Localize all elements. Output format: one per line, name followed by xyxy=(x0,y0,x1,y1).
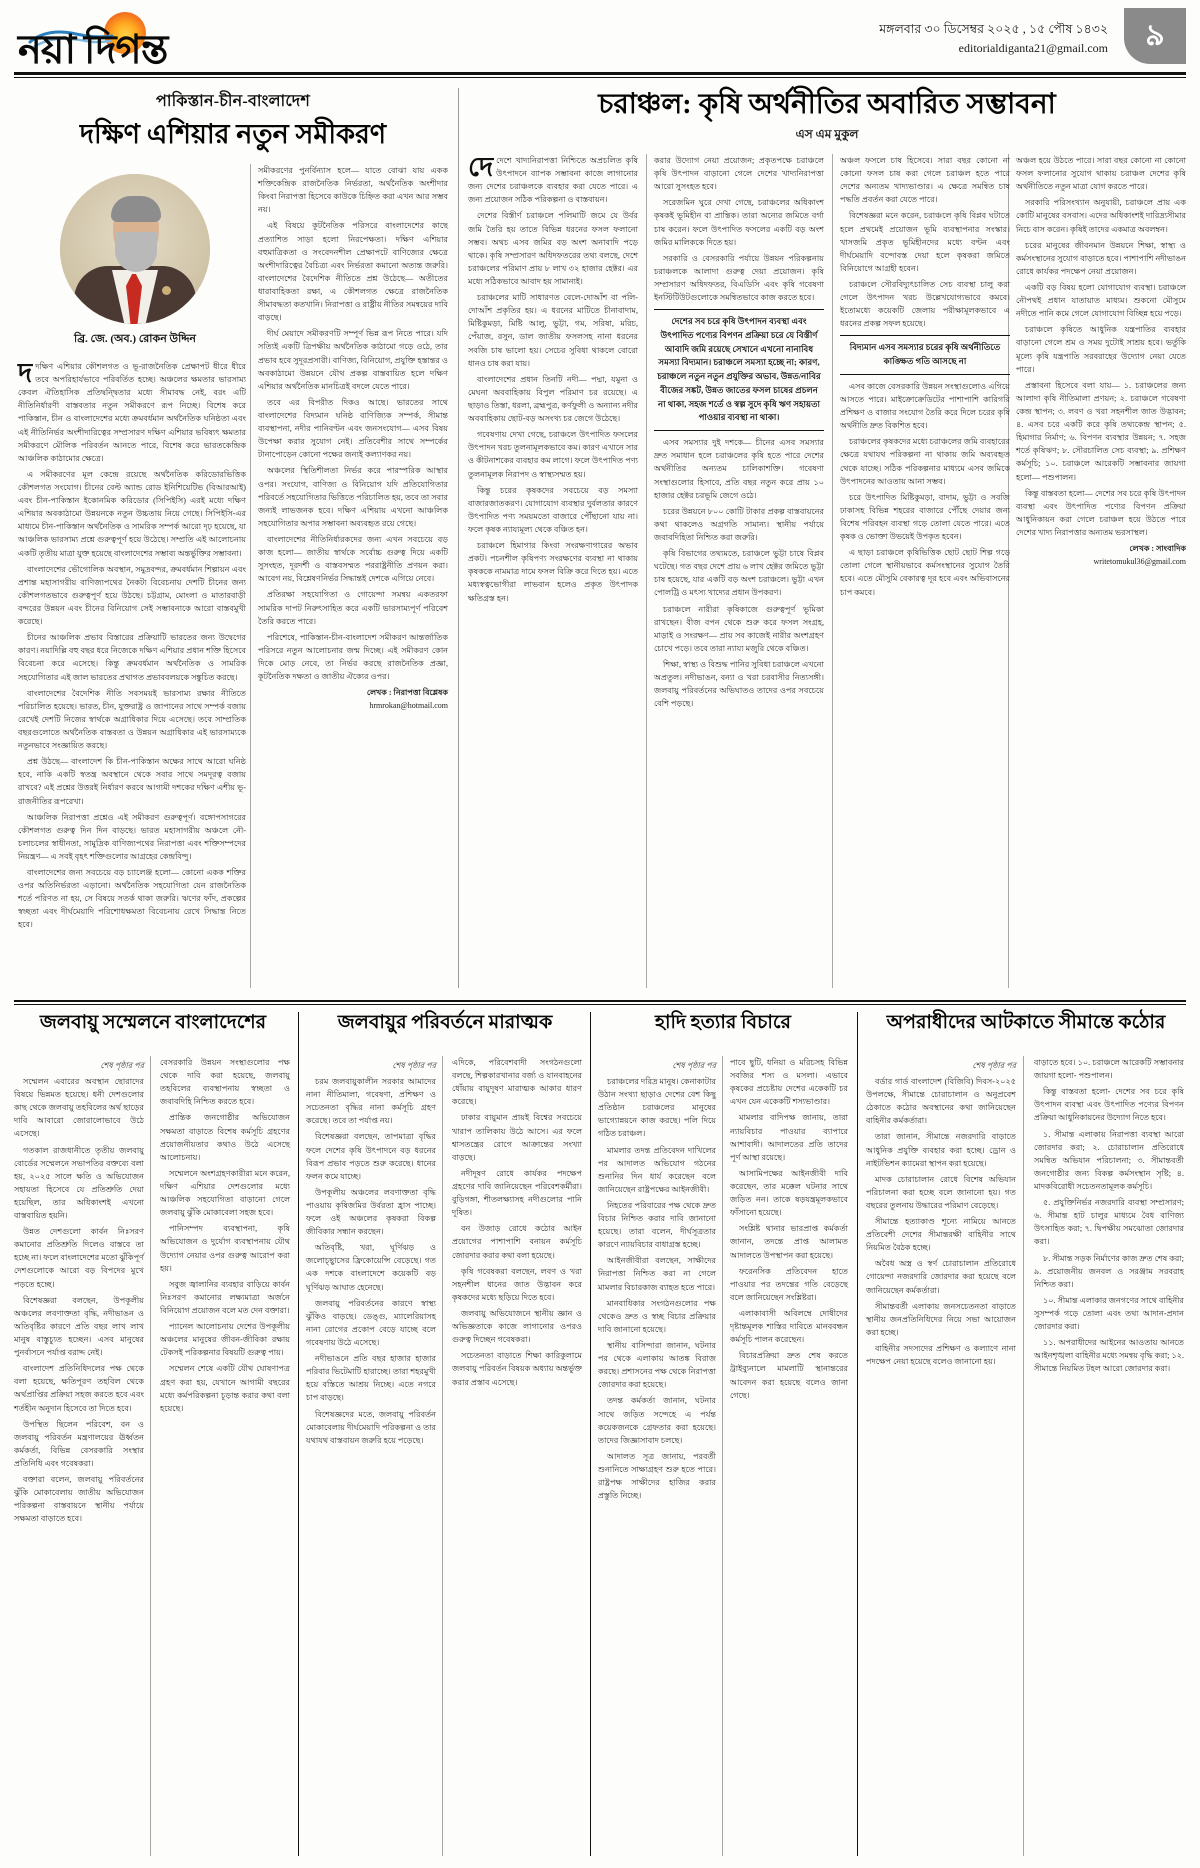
section-rule-thick xyxy=(14,1000,1186,1002)
bottom-section-3 xyxy=(598,1012,848,1856)
article-center-col3: অঞ্চল ফসলে চাষ হিসেবে। সারা বছর কোনো না কোনো ফসল চাষ করা গেলে চরাঞ্চল হতে পারে দেশের অন্যতম খাদ্যভাণ্ডার। এ ক্ষেত্রে সমন্বিত চাষ পদ্ধতি প্রবর্তন করা যেতে পারে। বিশেষজ্ঞরা মনে করেন, চরাঞ্চলে কৃষি বিপ্লব ঘটাতে হলে প্রথমেই প্রয়োজন ভূমি ব্যবস্থাপনার সংস্কার। খাসজমি প্রকৃত ভূমিহীনদের মধ্যে বণ্টন এবং দীর্ঘমেয়াদি বন্দোবস্ত দেয়া হলে কৃষকরা জমিতে বিনিয়োগে আগ্রহী হবেন। চরাঞ্চলে সৌরবিদ্যুৎচালিত সেচ ব্যবস্থা চালু করা গেলে উৎপাদন খরচ উল্লেখযোগ্যভাবে কমবে। ইতোমধ্যে কয়েকটি জেলায় পরীক্ষামূলকভাবে এ ধরনের প্রকল্প সফল হয়েছে। বিদ্যমান এসব সমস্যার চরের কৃষি অর্থনীতিতে কাঙ্ক্ষিত গতি আসছে না এসব কাজে বেসরকারি উন্নয়ন সংস্থাগুলোও এগিয়ে আসতে পারে। মাইক্রোক্রেডিটের পাশাপাশি কারিগরি প্রশিক্ষণ ও বাজার সংযোগ তৈরি করে দিলে চরের কৃষি অর্থনীতি দ্রুত বিকশিত হবে। চরাঞ্চলের কৃষকদের মধ্যে চরাঞ্চলের জমি ব্যবহারের ক্ষেত্রে যথাযথ পরিকল্পনা না থাকায় জমি অব্যবহৃত থেকে যাচ্ছে। সঠিক পরিকল্পনার মাধ্যমে এসব জমিকে উৎপাদনের আওতায় আনা সম্ভব। চরে উৎপাদিত মিষ্টিকুমড়া, বাদাম, ভুট্টা ও সবজি ঢাকাসহ বিভিন্ন শহরের বাজারে পৌঁছে দেয়ার জন্য বিশেষ পরিবহন ব্যবস্থা গড়ে তোলা যেতে পারে। এতে কৃষক ও ভোক্তা উভয়েই উপকৃত হবেন। এ ছাড়া চরাঞ্চলে কৃষিভিত্তিক ছোট ছোট শিল্প গড়ে তোলা গেলে স্থানীয়ভাবে কর্মসংস্থানের সুযোগ তৈরি হবে। এতে মৌসুমি বেকারত্ব দূর হবে এবং অভিবাসনের চাপ কমবে। xyxy=(840,156,1010,597)
section-rule-thin xyxy=(14,1004,1186,1005)
bottom-section-2-col1: শেষ পৃষ্ঠার পর চরম জলবায়ুকালীন সরকার আমাদের নানা নীতিমালা, গবেষণা, প্রশিক্ষণ ও সচেতনতা বৃদ্ধির নানা কর্মসূচি গ্রহণ করেছে। তবে তা পর্যাপ্ত নয়। বিশেষজ্ঞরা বলছেন, তাপমাত্রা বৃদ্ধির ফলে দেশের কৃষি উৎপাদনে বড় ধরনের বিরূপ প্রভাব পড়তে শুরু করেছে। ধানের ফলন কমে যাচ্ছে। উপকূলীয় অঞ্চলের লবণাক্ততা বৃদ্ধি পাওয়ায় কৃষিজমির উর্বরতা হ্রাস পাচ্ছে। ফলে ওই অঞ্চলের কৃষকরা বিকল্প জীবিকার সন্ধান করছেন। অতিবৃষ্টি, খরা, ঘূর্ণিঝড় ও জলোচ্ছ্বাসের ফ্রিকোয়েন্সি বেড়েছে। গত এক দশকে বাংলাদেশে কয়েকটি বড় ঘূর্ণিঝড় আঘাত হেনেছে। জলবায়ু পরিবর্তনের কারণে স্বাস্থ্য ঝুঁকিও বাড়ছে। ডেঙ্গু, ম্যালেরিয়াসহ নানা রোগের প্রকোপ বেড়ে যাচ্ছে বলে গবেষণায় উঠে এসেছে। নদীভাঙনে প্রতি বছর হাজার হাজার পরিবার ভিটেমাটি হারাচ্ছে। তারা শহরমুখী হয়ে বস্তিতে আশ্রয় নিচ্ছে। এতে নগরে চাপ বাড়ছে। বিশেষজ্ঞদের মতে, জলবায়ু পরিবর্তন মোকাবেলায় দীর্ঘমেয়াদি পরিকল্পনা ও তার যথাযথ বাস্তবায়ন জরুরি হয়ে পড়েছে। xyxy=(306,1061,436,1445)
column-divider xyxy=(832,154,833,988)
section-divider xyxy=(857,1012,858,1856)
article-left-kicker: পাকিস্তান-চীন-বাংলাদেশ xyxy=(155,93,311,110)
masthead-rule-thick xyxy=(14,72,1186,75)
article-left-headline[interactable]: দক্ষিণ এশিয়ার নতুন সমীকরণ xyxy=(79,119,387,149)
masthead xyxy=(0,0,1200,72)
column-divider xyxy=(250,164,251,988)
newspaper-logo[interactable] xyxy=(18,12,248,70)
bottom-section-3-col2: পাবে ছুটি, ধনিয়া ও মরিচসহ বিভিন্ন সবজির শস্য ও মসলা। এভাবে কৃষকের প্রচেষ্টায় দেশের একেকটি চর এখন যেন একেকটি শস্যভাণ্ডার। মামলার বাদিপক্ষ জানায়, তারা ন্যায়বিচার পাওয়ার ব্যাপারে আশাবাদী। আদালতের প্রতি তাদের পূর্ণ আস্থা রয়েছে। আসামিপক্ষের আইনজীবী দাবি করেছেন, তার মক্কেল ঘটনার সাথে জড়িত নন। তাকে ষড়যন্ত্রমূলকভাবে ফাঁসানো হয়েছে। সংশ্লিষ্ট থানার ভারপ্রাপ্ত কর্মকর্তা জানান, তদন্তে প্রাপ্ত আলামত আদালতে উপস্থাপন করা হয়েছে। ফরেনসিক প্রতিবেদন হাতে পাওয়ার পর তদন্তের গতি বেড়েছে বলে জানিয়েছেন সংশ্লিষ্টরা। এলাকাবাসী অবিলম্বে দোষীদের দৃষ্টান্তমূলক শাস্তির দাবিতে মানববন্ধন কর্মসূচি পালন করেছেন। বিচারপ্রক্রিয়া দ্রুত শেষ করতে ট্রাইব্যুনালে মামলাটি স্থানান্তরের আবেদন করা হয়েছে বলেও জানা গেছে। xyxy=(730,1058,848,1400)
pullquote-two: বিদ্যমান এসব সমস্যার চরের কৃষি অর্থনীতিতে কাঙ্ক্ষিত গতি আসছে না xyxy=(840,335,1010,375)
article-center-byline: এস এম মুকুল xyxy=(795,127,859,142)
article-center-writer-mail[interactable]: writetomukul36@gmail.com xyxy=(1093,557,1186,567)
dropcap: দে xyxy=(468,152,494,182)
logo-text: নয়া দিগন্ত xyxy=(18,27,168,72)
article-center-col1: দেদেশে খাদ্যনিরাপত্তা নিশ্চিতে অপ্রচলিত কৃষি উৎপাদনে ব্যাপক সম্ভাবনা কাজে লাগানোর জন্য দেশের চরাঞ্চলকে ব্যবহার করা যেতে পারে। এ জন্য প্রয়োজন সঠিক পরিকল্পনা ও বাস্তবায়ন। দেশের বিস্তীর্ণ চরাঞ্চলে পলিমাটি জমে যে উর্বর জমি তৈরি হয় তাতে বিভিন্ন ধরনের ফসল ফলানো সম্ভব। অথচ এসব জমির বড় অংশ অনাবাদি পড়ে থাকে। কৃষি সম্প্রসারণ অধিদফতরের তথ্য বলছে, দেশে চরাঞ্চলের পরিমাণ প্রায় ৮ লাখ ৩২ হাজার হেক্টর। এর মধ্যে সঠিকভাবে আবাদ হয় সামান্যই। চরাঞ্চলের মাটি সাধারণত বেলে-দোআঁশ বা পলি-দোআঁশ প্রকৃতির হয়। এ ধরনের মাটিতে চীনাবাদাম, মিষ্টিকুমড়া, মিষ্টি আলু, ভুট্টা, গম, সরিষা, মরিচ, পেঁয়াজ, রসুন, ডাল জাতীয় ফসলসহ নানা ধরনের সবজি চাষ ভালো হয়। সেচের সুবিধা থাকলে বোরো ধানও চাষ করা যায়। বাংলাদেশের প্রধান তিনটি নদী— পদ্মা, যমুনা ও মেঘনা অববাহিকায় বিপুল পরিমাণ চর রয়েছে। এ ছাড়াও তিস্তা, ধরলা, ব্রহ্মপুত্র, কর্ণফুলী ও অন্যান্য নদীর অববাহিকায় ছোট-বড় অসংখ্য চর জেগে উঠেছে। গবেষণায় দেখা গেছে, চরাঞ্চলে উৎপাদিত ফসলের উৎপাদন খরচ তুলনামূলকভাবে কম। কারণ এখানে সার ও কীটনাশকের ব্যবহার কম লাগে। ফলে উৎপাদিত পণ্য তুলনামূলক নিরাপদ ও স্বাস্থ্যসম্মত হয়। কিন্তু চরের কৃষকদের সবচেয়ে বড় সমস্যা বাজারজাতকরণ। যোগাযোগ ব্যবস্থার দুর্বলতার কারণে উৎপাদিত পণ্য সময়মতো বাজারে পৌঁছানো যায় না। ফলে কৃষক ন্যায্যমূল্য থেকে বঞ্চিত হন। চরাঞ্চলে হিমাগার কিংবা সংরক্ষণাগারের অভাব প্রকট। পচনশীল কৃষিপণ্য সংরক্ষণের ব্যবস্থা না থাকায় কৃষককে নামমাত্র দামে ফসল বিক্রি করে দিতে হয়। এতে মধ্যস্বত্বভোগীরা লাভবান হলেও প্রকৃত উৎপাদক ক্ষতিগ্রস্ত হন। xyxy=(468,152,638,603)
author-portrait xyxy=(60,174,210,324)
author-caption: ব্রি. জে. (অব.) রোকন উদ্দিন xyxy=(74,333,196,345)
portrait-lapel-pin xyxy=(162,286,171,295)
bottom-section-3-col1: শেষ পৃষ্ঠার পর চরাঞ্চলের দরিদ্র মানুষ। কেনাকাটার উঠান সংখ্যা ছাড়াও দেশের বেশ কিছু প্রতিষ্ঠান চরাঞ্চলের মানুষের ভাগ্যোন্নয়নে কাজ করছে। পলি দিয়ে গঠিত চরাঞ্চল। মামলার তদন্ত প্রতিবেদন দাখিলের পর আদালত অভিযোগ গঠনের শুনানির দিন ধার্য করেছেন বলে জানিয়েছেন রাষ্ট্রপক্ষের আইনজীবী। নিহতের পরিবারের পক্ষ থেকে দ্রুত বিচার নিশ্চিত করার দাবি জানানো হয়েছে। তারা বলেন, দীর্ঘসূত্রতার কারণে ন্যায়বিচার বাধাগ্রস্ত হচ্ছে। আইনজীবীরা বলছেন, সাক্ষীদের নিরাপত্তা নিশ্চিত করা না গেলে মামলার বিচারকাজ ব্যাহত হতে পারে। মানবাধিকার সংগঠনগুলোর পক্ষ থেকেও দ্রুত ও স্বচ্ছ বিচার প্রক্রিয়ার দাবি জানানো হয়েছে। স্থানীয় বাসিন্দারা জানান, ঘটনার পর থেকে এলাকায় আতঙ্ক বিরাজ করছে। প্রশাসনের পক্ষ থেকে নিরাপত্তা জোরদার করা হয়েছে। তদন্ত কর্মকর্তা জানান, ঘটনার সাথে জড়িত সন্দেহে এ পর্যন্ত কয়েকজনকে গ্রেফতার করা হয়েছে। তাদের জিজ্ঞাসাবাদ চলছে। আদালত সূত্র জানায়, পরবর্তী শুনানিতে সাক্ষ্যগ্রহণ শুরু হতে পারে। রাষ্ট্রপক্ষ সাক্ষীদের হাজির করার প্রস্তুতি নিচ্ছে। xyxy=(598,1061,716,1501)
masthead-rule-thin xyxy=(14,77,1186,78)
dropcap: দ xyxy=(18,358,33,388)
article-center xyxy=(468,88,1186,988)
article-center-writer-tag: লেখক : সাংবাদিক xyxy=(1129,544,1186,554)
pullquote-one: দেশের সব চরে কৃষি উৎপাদন ব্যবস্থা এবং উৎপাদিত পণ্যের বিপণন প্রক্রিয়া চরে যে বিস্তীর্ণ আবাদি জমি রয়েছে সেখানে এখনো নানাবিধ সমস্যা বিদ্যমান। চরাঞ্চলে সমস্যা হচ্ছে না; কারণ, চরাঞ্চলে নতুন নতুন প্রযুক্তির অভাব, উন্নত/নাবির বীজের সঙ্কট, উন্নত জাতের ফসল চাষের প্রচলন না থাকা, সহজ শর্তে ও স্বল্প সুদে কৃষি ঋণ সহায়তা পাওয়ার ব্যবস্থা না থাকা। xyxy=(654,309,824,431)
bottom-section-1-col2: বেসরকারি উন্নয়ন সংস্থাগুলোর পক্ষ থেকে দাবি করা হয়েছে, জলবায়ু তহবিলের ব্যবস্থাপনায় স্বচ্ছতা ও জবাবদিহি নিশ্চিত করতে হবে। প্রান্তিক জনগোষ্ঠীর অভিযোজন সক্ষমতা বাড়াতে বিশেষ কর্মসূচি গ্রহণের প্রয়োজনীয়তার কথাও উঠে এসেছে আলোচনায়। সম্মেলনে অংশগ্রহণকারীরা মনে করেন, দক্ষিণ এশিয়ার দেশগুলোর মধ্যে আঞ্চলিক সহযোগিতা বাড়ানো গেলে জলবায়ু ঝুঁকি মোকাবেলা সহজ হবে। পানিসম্পদ ব্যবস্থাপনা, কৃষি অভিযোজন ও দুর্যোগ ব্যবস্থাপনায় যৌথ উদ্যোগ নেয়ার ওপর গুরুত্ব আরোপ করা হয়। সবুজ জ্বালানির ব্যবহার বাড়িয়ে কার্বন নিঃসরণ কমানোর লক্ষ্যমাত্রা অর্জনে বিনিয়োগ প্রয়োজন বলে মত দেন বক্তারা। প্যানেল আলোচনায় দেশের উপকূলীয় অঞ্চলের মানুষের জীবন-জীবিকা রক্ষায় টেকসই পরিকল্পনার বিষয়টি গুরুত্ব পায়। সম্মেলন শেষে একটি যৌথ ঘোষণাপত্র গ্রহণ করা হয়, যেখানে আগামী বছরের মধ্যে কর্মপরিকল্পনা চূড়ান্ত করার কথা বলা হয়েছে। xyxy=(160,1058,290,1413)
article-left-body xyxy=(18,164,448,988)
column-divider xyxy=(646,154,647,988)
bottom-section-1-title[interactable]: জলবায়ু সম্মেলনে বাংলাদেশের xyxy=(39,1012,267,1033)
masthead-meta xyxy=(879,20,1108,58)
continued-from-label: শেষ পৃষ্ঠার পর xyxy=(972,1061,1016,1070)
bottom-section-4 xyxy=(866,1012,1186,1856)
portrait-hair xyxy=(111,196,161,222)
continued-from-label: শেষ পৃষ্ঠার পর xyxy=(100,1061,144,1070)
portrait-beard xyxy=(115,232,157,272)
section-divider xyxy=(298,1012,299,1856)
article-center-col2: করার উদ্যোগ নেয়া প্রয়োজন; প্রকৃতপক্ষে চরাঞ্চলে কৃষি উৎপাদন বাড়ানো গেলে দেশের খাদ্যনিরাপত্তা আরো সুসংহত হবে। সরেজমিন ঘুরে দেখা গেছে, চরাঞ্চলের অধিকাংশ কৃষকই ভূমিহীন বা প্রান্তিক। তারা অন্যের জমিতে বর্গা চাষ করেন। ফলে উৎপাদিত ফসলের একটি বড় অংশ জমির মালিককে দিতে হয়। সরকারি ও বেসরকারি পর্যায়ে উন্নয়ন পরিকল্পনায় চরাঞ্চলকে আলাদা গুরুত্ব দেয়া প্রয়োজন। কৃষি সম্প্রসারণ অধিদফতর, বিএডিসি এবং কৃষি গবেষণা ইনস্টিটিউটগুলোকে সমন্বিতভাবে কাজ করতে হবে। দেশের সব চরে কৃষি উৎপাদন ব্যবস্থা এবং উৎপাদিত পণ্যের বিপণন প্রক্রিয়া চরে যে বিস্তীর্ণ আবাদি জমি রয়েছে সেখানে এখনো নানাবিধ সমস্যা বিদ্যমান। চরাঞ্চলে সমস্যা হচ্ছে না; কারণ, চরাঞ্চলে নতুন নতুন প্রযুক্তির অভাব, উন্নত/নাবির বীজের সঙ্কট, উন্নত জাতের ফসল চাষের প্রচলন না থাকা, সহজ শর্তে ও স্বল্প সুদে কৃষি ঋণ সহায়তা পাওয়ার ব্যবস্থা না থাকা। এসব সমস্যার দুই দশকে— চীনের এসব সমস্যার দ্রুত সমাধান হলে চরাঞ্চলের কৃষি হতে পারে দেশের অর্থনীতির অন্যতম চালিকাশক্তি। গবেষণা সংস্থাগুলোর হিসাবে, প্রতি বছর নতুন করে প্রায় ১০ হাজার হেক্টর চরভূমি জেগে ওঠে। চরের উন্নয়নে ৮০০ কোটি টাকার প্রকল্প বাস্তবায়নের কথা থাকলেও অগ্রগতি সামান্য। স্থানীয় পর্যায়ে জবাবদিহিতা নিশ্চিত করা জরুরি। কৃষি বিভাগের তথ্যমতে, চরাঞ্চলে ভুট্টা চাষে বিপ্লব ঘটেছে। গত বছর দেশে প্রায় ৬ লাখ হেক্টর জমিতে ভুট্টা চাষ হয়েছে, যার একটি বড় অংশ চরাঞ্চলে। ভুট্টা এখন পোলট্রি ও মৎস্য খাদ্যের প্রধান উপকরণ। চরাঞ্চলে নারীরা কৃষিকাজে গুরুত্বপূর্ণ ভূমিকা রাখছেন। বীজ বপন থেকে শুরু করে ফসল সংগ্রহ, মাড়াই ও সংরক্ষণ— প্রায় সব কাজেই নারীর অংশগ্রহণ চোখে পড়ে। তবে তারা ন্যায্য মজুরি থেকে বঞ্চিত। শিক্ষা, স্বাস্থ্য ও বিশুদ্ধ পানির সুবিধা চরাঞ্চলে এখনো অপ্রতুল। নদীভাঙন, বন্যা ও খরা চরবাসীর নিত্যসঙ্গী। জলবায়ু পরিবর্তনের অভিঘাতও তাদের ওপর সবচেয়ে বেশি পড়ছে। xyxy=(654,156,824,709)
column-divider xyxy=(1023,1056,1024,1856)
article-center-headline[interactable]: চরাঞ্চল: কৃষি অর্থনীতির অবারিত সম্ভাবনা xyxy=(598,89,1056,120)
bottom-section-2-columns xyxy=(306,1056,584,1856)
bottom-section-1-columns xyxy=(14,1056,292,1856)
issue-date: মঙ্গলবার ৩০ ডিসেম্বর ২০২৫ , ১৫ পৌষ ১৪৩২ xyxy=(879,22,1108,36)
bottom-section-2 xyxy=(306,1012,584,1856)
article-center-columns xyxy=(468,154,1186,988)
editorial-email[interactable]: editorialdiganta21@gmail.com xyxy=(958,41,1108,56)
continued-from-label: শেষ পৃষ্ঠার পর xyxy=(672,1061,716,1070)
bottom-section-4-col1: শেষ পৃষ্ঠার পর বর্ডার গার্ড বাংলাদেশ (বিজিবি) দিবস-২০২৫ উপলক্ষে, সীমান্তে চোরাচালান ও অনুপ্রবেশ ঠেকাতে কঠোর অবস্থানের কথা জানিয়েছেন বাহিনীর কর্মকর্তারা। তারা জানান, সীমান্তে নজরদারি বাড়াতে আধুনিক প্রযুক্তি ব্যবহার করা হচ্ছে। ড্রোন ও নাইটভিশন ক্যামেরা স্থাপন করা হয়েছে। মাদক চোরাচালান রোধে বিশেষ অভিযান পরিচালনা করা হচ্ছে বলে জানানো হয়। গত বছরের তুলনায় উদ্ধারের পরিমাণ বেড়েছে। সীমান্তে হত্যাকাণ্ড শূন্যে নামিয়ে আনতে প্রতিবেশী দেশের সীমান্তরক্ষী বাহিনীর সাথে নিয়মিত বৈঠক হচ্ছে। অবৈধ অস্ত্র ও স্বর্ণ চোরাচালান প্রতিরোধে গোয়েন্দা নজরদারি জোরদার করা হয়েছে বলে জানিয়েছেন কর্মকর্তারা। সীমান্তবর্তী এলাকায় জনসচেতনতা বাড়াতে স্থানীয় জনপ্রতিনিধিদের নিয়ে সভা আয়োজন করা হচ্ছে। বাহিনীর সদস্যদের প্রশিক্ষণ ও কল্যাণে নানা পদক্ষেপ নেয়া হয়েছে বলেও জানানো হয়। xyxy=(866,1061,1016,1367)
section-divider xyxy=(590,1012,591,1856)
bottom-section-3-title[interactable]: হাদি হত্যার বিচারে xyxy=(655,1012,791,1033)
article-left-writer-tag: লেখক : নিরাপত্তা বিশ্লেষক xyxy=(366,688,448,698)
article-left-writer-mail[interactable]: hrmrokan@hotmail.com xyxy=(369,701,448,711)
bottom-section-2-col2: এদিকে, পরিবেশবাদী সংগঠনগুলো বলছে, শিল্পকারখানার বর্জ্য ও যানবাহনের ধোঁয়ায় বায়ুদূষণ মারাত্মক আকার ধারণ করেছে। ঢাকার বায়ুমান প্রায়ই বিশ্বের সবচেয়ে খারাপ তালিকায় উঠে আসে। এর ফলে শ্বাসতন্ত্রের রোগে আক্রান্তের সংখ্যা বাড়ছে। নদীদূষণ রোধে কার্যকর পদক্ষেপ গ্রহণের দাবি জানিয়েছেন পরিবেশকর্মীরা। বুড়িগঙ্গা, শীতলক্ষ্যাসহ নদীগুলোর পানি দূষিত। বন উজাড় রোধে কঠোর আইন প্রয়োগের পাশাপাশি বনায়ন কর্মসূচি জোরদার করার কথা বলা হয়েছে। কৃষি গবেষকরা বলছেন, লবণ ও খরা সহনশীল ধানের জাত উদ্ভাবন করে কৃষকদের মধ্যে ছড়িয়ে দিতে হবে। জলবায়ু অভিযোজনে স্থানীয় জ্ঞান ও অভিজ্ঞতাকে কাজে লাগানোর ওপরও গুরুত্ব দিচ্ছেন গবেষকরা। সচেতনতা বাড়াতে শিক্ষা কারিকুলামে জলবায়ু পরিবর্তন বিষয়ক অধ্যায় অন্তর্ভুক্ত করার প্রস্তাব এসেছে। xyxy=(452,1058,582,1387)
bottom-section-3-columns xyxy=(598,1056,848,1856)
continued-from-label: শেষ পৃষ্ঠার পর xyxy=(392,1061,436,1070)
column-divider xyxy=(722,1056,723,1856)
bottom-section-1 xyxy=(14,1012,292,1856)
article-left xyxy=(18,88,448,988)
page-number-badge: ৯ xyxy=(1124,8,1186,64)
column-divider xyxy=(442,1056,443,1856)
article-left-col2: সমীকরণের পুনর্বিন্যাস হলে— যাতে বোঝা যায় একক শক্তিকেন্দ্রিক রাজনৈতিক নির্ভরতা, অর্থনৈতিক অংশীদার কিংবা নিরাপত্তা হিসেবে কাউকে চিহ্নিত করা এখন আর সম্ভব নয়। এই বিষয়ে কূটনৈতিক পরিসরে বাংলাদেশের কাছে প্রত্যাশিত সাড়া হলো নিরপেক্ষতা। দক্ষিণ এশিয়ার বহুমাত্রিকতা ও সংবেদনশীল প্রেক্ষাপটে বাণিজ্যের ক্ষেত্রে অংশীদারিত্বের বৈচিত্র্য এবং নির্ভরতা কমানো অত্যন্ত জরুরি। বাংলাদেশের বৈদেশিক নীতিতে প্রশ্ন উঠেছে— অতীতের ধারাবাহিকতা রক্ষা, এ কৌশলগত ক্ষেত্রে রাজনৈতিক সীমাবদ্ধতা কতখানি। নিরাপত্তা ও রাষ্ট্রীয় নীতির সমন্বয়ের দাবি বাড়ছে। দীর্ঘ মেয়াদে সমীকরণটি সম্পূর্ণ ভিন্ন রূপ নিতে পারে। যদি সত্যিই একটি ত্রিপক্ষীয় অর্থনৈতিক কাঠামো গড়ে ওঠে, তার প্রভাব হবে সুদূরপ্রসারী। বাণিজ্য, বিনিয়োগ, প্রযুক্তি হস্তান্তর ও অবকাঠামো উন্নয়নে যৌথ প্রকল্প বাস্তবায়িত হলে দক্ষিণ এশিয়ার অর্থনৈতিক মানচিত্রই বদলে যেতে পারে। তবে এর বিপরীত দিকও আছে। ভারতের সাথে বাংলাদেশের বিদ্যমান ঘনিষ্ঠ বাণিজ্যিক সম্পর্ক, সীমান্ত ব্যবস্থাপনা, নদীর পানিবণ্টন এবং জনসংযোগ— এসব বিষয় উপেক্ষা করার সুযোগ নেই। প্রতিবেশীর সাথে সম্পর্কের টানাপোড়েন কোনো পক্ষের জন্যই কল্যাণকর নয়। অঞ্চলের স্থিতিশীলতা নির্ভর করে পারস্পরিক আস্থার ওপর। সংযোগ, বাণিজ্য ও বিনিয়োগ যদি প্রতিযোগিতার পরিবর্তে সহযোগিতার ভিত্তিতে পরিচালিত হয়, তবে তা সবার জন্যই লাভজনক হবে। দক্ষিণ এশিয়ায় এখনো আঞ্চলিক সহযোগিতার অপার সম্ভাবনা অব্যবহৃত রয়ে গেছে। বাংলাদেশের নীতিনির্ধারকদের জন্য এখন সবচেয়ে বড় কাজ হলো— জাতীয় স্বার্থকে সর্বোচ্চ গুরুত্ব দিয়ে একটি সুসংহত, দূরদর্শী ও বাস্তবসম্মত পররাষ্ট্রনীতি প্রণয়ন করা। আবেগ নয়, বিশ্লেষণনির্ভর সিদ্ধান্তই দেশকে এগিয়ে নেবে। প্রতিরক্ষা সহযোগিতা ও গোয়েন্দা সমন্বয় একতরফা সামরিক দাপট নিরুৎসাহিত করে একটি ভারসাম্যপূর্ণ পরিবেশ তৈরি করতে পারে। পরিশেষে, পাকিস্তান-চীন-বাংলাদেশ সমীকরণ আন্তর্জাতিক পরিসরে নতুন আলোচনার জন্ম দিচ্ছে। এই সমীকরণ কোন দিকে মোড় নেবে, তা নির্ভর করছে রাজনৈতিক প্রজ্ঞা, কূটনৈতিক দক্ষতা ও জাতীয় ঐক্যের ওপর। লেখক : নিরাপত্তা বিশ্লেষক hrmrokan@hotmail.com xyxy=(258,164,448,988)
bottom-sections xyxy=(14,1012,1186,1856)
article-center-col4: অঞ্চল হয়ে উঠতে পারে। সারা বছর কোনো না কোনো ফসল ফলানোর সুযোগ থাকায় চরাঞ্চল দেশের কৃষি অর্থনীতিতে নতুন মাত্রা যোগ করতে পারে। সরকারি পরিসংখ্যান অনুযায়ী, চরাঞ্চলে প্রায় এক কোটি মানুষের বসবাস। এদের অধিকাংশই দারিদ্র্যসীমার নিচে বাস করেন। কৃষিই তাদের একমাত্র অবলম্বন। চরের মানুষের জীবনমান উন্নয়নে শিক্ষা, স্বাস্থ্য ও কর্মসংস্থানের সুযোগ বাড়াতে হবে। পাশাপাশি নদীভাঙন রোধে কার্যকর পদক্ষেপ নেয়া প্রয়োজন। একটি বড় বিষয় হলো যোগাযোগ ব্যবস্থা। চরাঞ্চলে নৌপথই প্রধান যাতায়াত মাধ্যম। শুকনো মৌসুমে নদীতে পানি কমে গেলে যোগাযোগ বিচ্ছিন্ন হয়ে পড়ে। চরাঞ্চলে কৃষিতে আধুনিক যন্ত্রপাতির ব্যবহার বাড়ানো গেলে শ্রম ও সময় দুটোই সাশ্রয় হবে। ভর্তুকি মূল্যে কৃষি যন্ত্রপাতি সরবরাহের উদ্যোগ নেয়া যেতে পারে। প্রস্তাবনা হিসেবে বলা যায়— ১. চরাঞ্চলের জন্য আলাদা কৃষি নীতিমালা প্রণয়ন; ২. চরাঞ্চলে গবেষণা কেন্দ্র স্থাপন; ৩. লবণ ও খরা সহনশীল জাত উদ্ভাবন; ৪. এসব চরে একটি করে কৃষি তথ্যকেন্দ্র স্থাপন; ৫. হিমাগার নির্মাণ; ৬. বিপণন ব্যবস্থার উন্নয়ন; ৭. সহজ শর্তে কৃষিঋণ; ৮. সৌরচালিত সেচ ব্যবস্থা; ৯. প্রশিক্ষণ কর্মসূচি; ১০. চরাঞ্চলে আরেকটি সম্ভাবনার জায়গা হলো— পশুপালন। কিন্তু বাস্তবতা হলো— দেশের সব চরে কৃষি উৎপাদন ব্যবস্থা এবং উৎপাদিত পণ্যের বিপণন প্রক্রিয়া আধুনিকায়ন করা গেলে চরাঞ্চল হয়ে উঠতে পারে দেশের খাদ্য নিরাপত্তার অন্যতম ভরসাস্থল। লেখক : সাংবাদিক writetomukul36@gmail.com xyxy=(1016,154,1186,988)
main-vertical-divider xyxy=(458,88,459,988)
bottom-section-4-col2: বাড়াতে হবে। ১০. চরাঞ্চলে আরেকটি সম্ভাবনার জায়গা হলো- পশুপালন। কিন্তু বাস্তবতা হলো- দেশের সব চরে কৃষি উৎপাদন ব্যবস্থা এবং উৎপাদিত পণ্যের বিপণন প্রক্রিয়া আধুনিকায়নের উদ্যোগ নিতে হবে। ১. সীমান্ত এলাকায় নিরাপত্তা ব্যবস্থা আরো জোরদার করা; ২. চোরাচালান প্রতিরোধে সমন্বিত অভিযান পরিচালনা; ৩. সীমান্তবর্তী জনগোষ্ঠীর জন্য বিকল্প কর্মসংস্থান সৃষ্টি; ৪. মাদকবিরোধী সচেতনতামূলক কর্মসূচি। ৫. প্রযুক্তিনির্ভর নজরদারি ব্যবস্থা সম্প্রসারণ; ৬. সীমান্ত হাট চালুর মাধ্যমে বৈধ বাণিজ্য উৎসাহিত করা; ৭. দ্বিপক্ষীয় সমঝোতা জোরদার করা। ৮. সীমান্ত সড়ক নির্মাণের কাজ দ্রুত শেষ করা; ৯. প্রয়োজনীয় জনবল ও সরঞ্জাম সরবরাহ নিশ্চিত করা। ১০. সীমান্ত এলাকার জনগণের সাথে বাহিনীর সুসম্পর্ক গড়ে তোলা এবং তথ্য আদান-প্রদান জোরদার করা। ১১. অপরাধীদের আইনের আওতায় আনতে আইনশৃঙ্খলা বাহিনীর মধ্যে সমন্বয় বৃদ্ধি করা; ১২. সীমান্তে নিয়মিত টহল আরো জোরদার করা। xyxy=(1034,1058,1184,1374)
bottom-section-2-title[interactable]: জলবায়ুর পরিবর্তনে মারাত্মক xyxy=(337,1012,553,1033)
bottom-section-4-columns xyxy=(866,1056,1186,1856)
column-divider xyxy=(150,1056,151,1856)
bottom-section-1-col1: শেষ পৃষ্ঠার পর সম্মেলন এবারের অবস্থান ছোরাদের বিষয়ে ভিন্নমত হয়েছে। ধনী দেশগুলোর কাছ থেকে জলবায়ু তহবিলের অর্থ ছাড়ের দাবি আবারো জোরালোভাবে উঠে এসেছে। গতকাল রাজধানীতে তৃতীয় জলবায়ু বোর্ডের সম্মেলনে সভাপতির বক্তব্যে বলা হয়, ২০২৫ সালে ক্ষতি ও অভিযোজন সহায়তা হিসেবে যে প্রতিশ্রুতি দেয়া হয়েছিল, তার অধিকাংশই এখনো বাস্তবায়িত হয়নি। উন্নত দেশগুলো কার্বন নিঃসরণ কমানোর প্রতিশ্রুতি দিলেও বাস্তবে তা হচ্ছে না। ফলে বাংলাদেশের মতো ঝুঁকিপূর্ণ দেশগুলোকে আরো বড় বিপদের মুখে পড়তে হচ্ছে। বিশেষজ্ঞরা বলছেন, উপকূলীয় অঞ্চলের লবণাক্ততা বৃদ্ধি, নদীভাঙন ও অতিবৃষ্টির কারণে প্রতি বছর লাখ লাখ মানুষ বাস্তুচ্যুত হচ্ছেন। এসব মানুষের পুনর্বাসনে পর্যাপ্ত বরাদ্দ নেই। বাংলাদেশ প্রতিনিধিদলের পক্ষ থেকে বলা হয়েছে, ক্ষতিপূরণ তহবিল থেকে অর্থপ্রাপ্তির প্রক্রিয়া সহজ করতে হবে এবং শর্তহীন অনুদান হিসেবে তা দিতে হবে। উপস্থিত ছিলেন পরিবেশ, বন ও জলবায়ু পরিবর্তন মন্ত্রণালয়ের ঊর্ধ্বতন কর্মকর্তা, বিভিন্ন বেসরকারি সংস্থার প্রতিনিধি এবং গবেষকরা। বক্তারা বলেন, জলবায়ু পরিবর্তনের ঝুঁকি মোকাবেলায় জাতীয় অভিযোজন পরিকল্পনা বাস্তবায়নে স্থানীয় পর্যায়ে সক্ষমতা বাড়াতে হবে। xyxy=(14,1061,144,1524)
bottom-section-4-title[interactable]: অপরাধীদের আটকাতে সীমান্তে কঠোর xyxy=(886,1012,1166,1033)
article-left-col1-text: দদক্ষিণ এশিয়ার কৌশলগত ও ভূ-রাজনৈতিক প্রেক্ষাপট ধীরে ধীরে তবে অপরিহার্যভাবে পরিবর্তিত হচ্ছে। অঞ্চলের ক্ষমতার ভারসাম্য কেবল ঐতিহাসিক প্রতিদ্বন্দ্বিতার মধ্যে সীমাবদ্ধ নেই, বরং এটি নীতিনির্ধারণী বাস্তবতার নতুন সমীকরণে রূপ নিচ্ছে। বিশেষ করে পাকিস্তান, চীন ও বাংলাদেশের মধ্যে ক্রমবর্ধমান অর্থনৈতিক ঘনিষ্ঠতা এবং এই নীতিনির্ভর অংশীদারিত্বের সম্প্রসারণ দক্ষিণ এশিয়ার ভবিষ্যৎ ক্ষমতার সমীকরণে মৌলিক পরিবর্তন আনতে পারে, বিশেষ করে ভারতকেন্দ্রিক আঞ্চলিক কাঠামোর ক্ষেত্রে। এ সমীকরণের মূল কেন্দ্রে রয়েছে অর্থনৈতিক করিডোরভিত্তিক কৌশলগত সংযোগ। চীনের বেল্ট অ্যান্ড রোড ইনিশিয়েটিভ (বিআরআই) এবং চীন-পাকিস্তান ইকোনমিক করিডোর (সিপিইসি) এরই মধ্যে দক্ষিণ এশিয়ার অবকাঠামো উন্নয়নকে নতুন উচ্চতায় নিয়ে গেছে। সিপিইসি-এর মাধ্যমে চীন-পাকিস্তান অর্থনৈতিক ও সামরিক সম্পর্ক আরো দৃঢ় হয়েছে, যা আঞ্চলিক ভারসাম্য প্রশ্নে গুরুত্বপূর্ণ হয়ে উঠেছে। সম্প্রতি এই আলোচনায় একটি তৃতীয় মাত্রা যুক্ত হয়েছে বাংলাদেশের সম্ভাব্য অন্তর্ভুক্তির সম্ভাবনা। বাংলাদেশের ভৌগোলিক অবস্থান, সমুদ্রবন্দর, ক্রমবর্ধমান শিল্পায়ন এবং প্রশান্ত মহাসাগরীয় বাণিজ্যপথের নৈকট্য বিবেচনায় দেশটি চীনের জন্য কৌশলগতভাবে গুরুত্বপূর্ণ হয়ে উঠছে। চট্টগ্রাম, মোংলা ও মাতারবাড়ী বন্দরের উন্নয়ন এবং চীনের বিনিয়োগ সেই সম্ভাবনাকে আরো বাস্তবমুখী করেছে। চীনের আঞ্চলিক প্রভাব বিস্তারের প্রক্রিয়াটি ভারতের জন্য উদ্বেগের কারণ। নয়াদিল্লি বহু বছর ধরে নিজেকে দক্ষিণ এশিয়ার প্রধান শক্তি হিসেবে বিবেচনা করে এসেছে। কিন্তু ক্রমবর্ধমান অর্থনৈতিক ও সামরিক সহযোগিতার এই জাল ভারতের প্রথাগত প্রভাববলয়কে সঙ্কুচিত করছে। বাংলাদেশের বৈদেশিক নীতি সবসময়ই ভারসাম্য রক্ষার নীতিতে পরিচালিত হয়েছে। ভারত, চীন, যুক্তরাষ্ট্র ও জাপানের সাথে সম্পর্ক বজায় রেখেই দেশটি নিজের স্বার্থকে অগ্রাধিকার দিয়ে এসেছে। তবে সাম্প্রতিক বছরগুলোতে অর্থনৈতিক বাস্তবতা ও উন্নয়ন অগ্রাধিকার এই ভারসাম্যকে নতুনভাবে সংজ্ঞায়িত করছে। প্রশ্ন উঠছে— বাংলাদেশ কি চীন-পাকিস্তান অক্ষের সাথে আরো ঘনিষ্ঠ হবে, নাকি একটি স্বতন্ত্র অবস্থানে থেকে সবার সাথে সমদূরত্ব বজায় রাখবে? এই প্রশ্নের উত্তরই নির্ধারণ করবে আগামী দশকের দক্ষিণ এশীয় ভূ-রাজনীতির রূপরেখা। আঞ্চলিক নিরাপত্তা প্রশ্নেও এই সমীকরণ গুরুত্বপূর্ণ। বঙ্গোপসাগরের কৌশলগত গুরুত্ব দিন দিন বাড়ছে। ভারত মহাসাগরীয় অঞ্চলে নৌ-চলাচলের স্বাধীনতা, সামুদ্রিক বাণিজ্যপথের নিরাপত্তা এবং শক্তিসম্পদের নিয়ন্ত্রণ— এ সবই বৃহৎ শক্তিগুলোর আগ্রহের কেন্দ্রবিন্দু। বাংলাদেশের জন্য সবচেয়ে বড় চ্যালেঞ্জ হলো— কোনো একক শক্তির ওপর অতিনির্ভরতা এড়ানো। অর্থনৈতিক সহযোগিতা যেন রাজনৈতিক শর্তে পরিণত না হয়, সে বিষয়ে সতর্ক থাকা জরুরি। ঋণের ফাঁদ, প্রকল্পের স্বচ্ছতা এবং দীর্ঘমেয়াদি পরিশোধক্ষমতা বিবেচনায় রেখে সিদ্ধান্ত নিতে হবে। xyxy=(18,358,246,930)
